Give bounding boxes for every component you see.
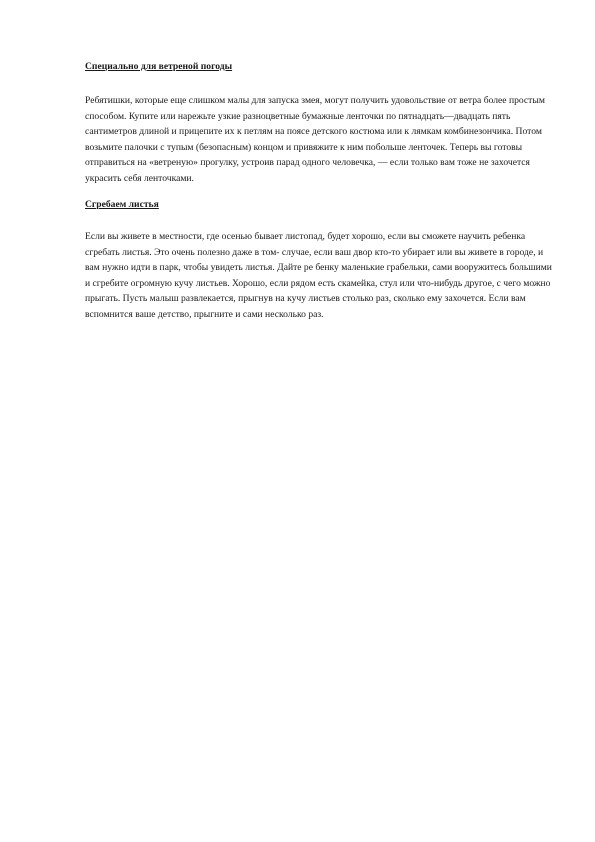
document-content	[85, 60, 553, 322]
section-heading: Сгребаем листья	[85, 199, 159, 210]
section-windy-weather	[85, 60, 553, 186]
section-raking-leaves	[85, 198, 553, 322]
section-heading: Специально для ветреной погоды	[85, 61, 233, 72]
section-paragraph: Ребятишки, которые еще слишком малы для запуска змея, могут получить удовольствие от ветра более простым способом. Купите или нарежьте узкие разноцветные бумажные ленточки по пятнадцать—двадцать пять сантиметров длиной и прицепите их к петлям на поясе детского костюма или к лямкам комбинезончика. Потом возьмите палочки с тупым (безопасным) концом и привяжите к ним побольше ленточек. Теперь вы готовы отправиться на «ветреную» прогулку, устроив парад одного человечка, — если только вам тоже не захочется украсить себя ленточками.	[85, 95, 545, 184]
section-paragraph: Если вы живете в местности, где осенью бывает листопад, будет хорошо, если вы сможете научить ребенка сгребать листья. Это очень полезно даже в том- случае, если ваш двор кто-то убирает или вы живете в городе, и вам нужно идти в парк, чтобы увидеть листья. Дайте ре бенку маленькие грабельки, сами вооружитесь большими и сгребите огромную кучу листьев. Хорошо, если рядом есть скамейка, стул или что-нибудь другое, с чего можно прыгать. Пусть малыш развлекается, прыгнув на кучу листьев столько раз, сколько ему захочется. Если вам вспомнится ваше детство, прыгните и сами несколько раз.	[85, 231, 552, 320]
